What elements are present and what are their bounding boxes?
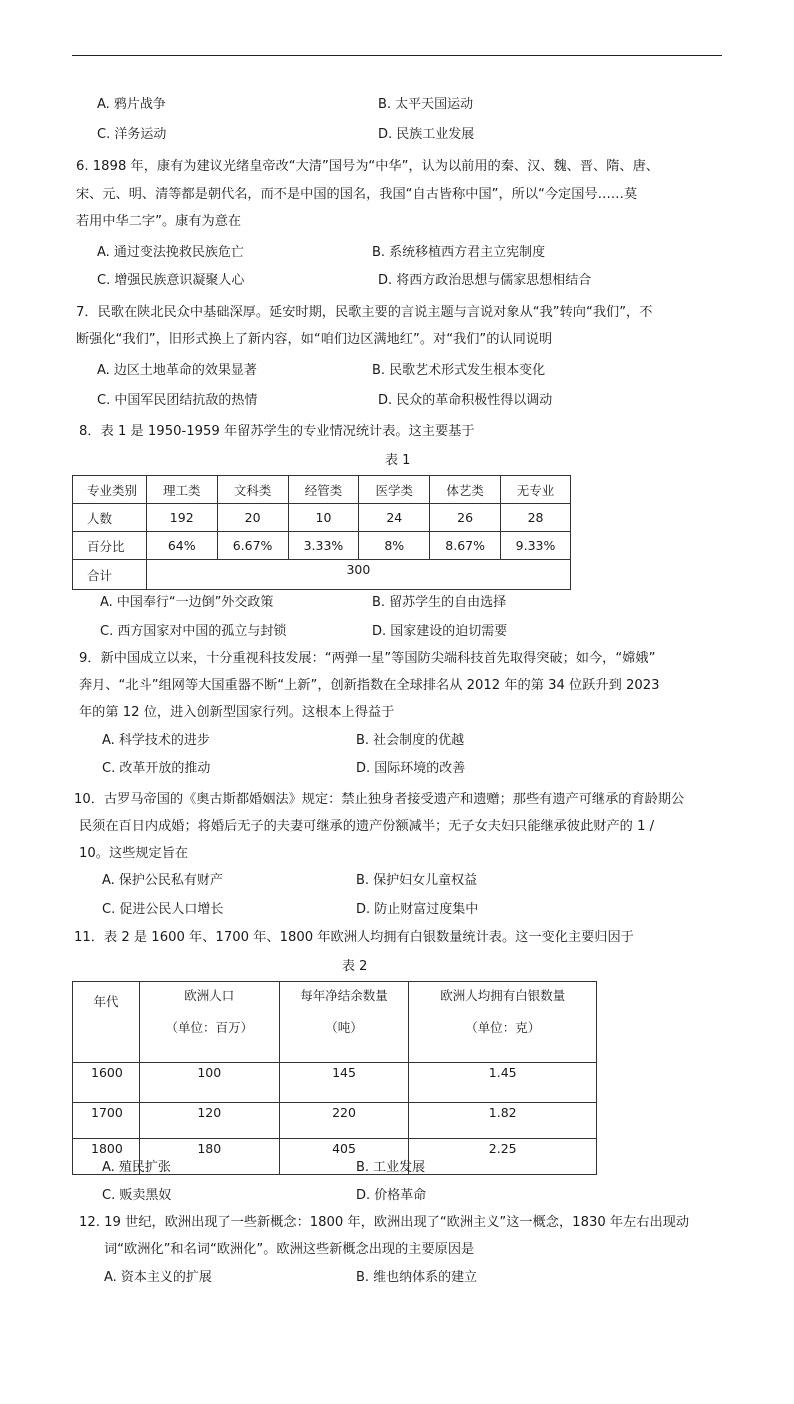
table1-cell: 26 (430, 504, 501, 532)
table2-header-population-label: 欧洲人口 (184, 988, 235, 1003)
table2-header-row (73, 982, 597, 1063)
q10-stem-line3: 10。这些规定旨在 (79, 846, 189, 861)
table1-cell: 文科类 (217, 476, 288, 504)
q8-option-b: B. 留苏学生的自由选择 (372, 595, 507, 610)
table1-cell: 3.33% (288, 532, 359, 560)
q10-stem-line2: 民须在百日内成婚；将婚后无子的夫妻可继承的遗产份额减半；无子女夫妇只能继承彼此财产的 1 / (79, 819, 655, 834)
table2-header-silver (279, 982, 409, 1063)
q10-stem-line1: 10．古罗马帝国的《奥古斯都婚姻法》规定：禁止独身者接受遗产和遗赠；那些有遗产可继承的育龄期公 (74, 792, 685, 807)
table1 (72, 475, 571, 590)
table2-header-population-unit: （单位：百万） (165, 1020, 254, 1035)
q9-option-d: D. 国际环境的改善 (356, 761, 466, 776)
table1-cell: 8.67% (430, 532, 501, 560)
table1-header-row (73, 476, 571, 504)
table1-cell: 64% (146, 532, 217, 560)
table1-cell: 百分比 (73, 532, 147, 560)
q11-option-a: A. 殖民扩张 (102, 1160, 171, 1175)
q12-option-a: A. 资本主义的扩展 (104, 1270, 212, 1285)
q6-option-b: B. 系统移植西方君主立宪制度 (372, 245, 546, 260)
table2-header-silver-label: 每年净结余数量 (300, 988, 388, 1003)
table2-header-year: 年代 (73, 982, 140, 1063)
q7-option-c: C. 中国军民团结抗敌的热情 (97, 393, 258, 408)
q9-stem-line1: 9．新中国成立以来，十分重视科技发展：“两弹一星”等国防尖端科技首先取得突破；如今，“嫦娥” (79, 651, 656, 666)
q11-stem: 11．表 2 是 1600 年、1700 年、1800 年欧洲人均拥有白银数量统计表。这一变化主要归因于 (74, 930, 634, 945)
table2-cell: 120 (139, 1103, 279, 1139)
table2 (72, 981, 597, 1175)
table1-cell: 10 (288, 504, 359, 532)
table1-percent-row (73, 532, 571, 560)
q10-option-d: D. 防止财富过度集中 (356, 902, 479, 917)
q7-option-a: A. 边区土地革命的效果显著 (97, 363, 257, 378)
table2-cell: 1.45 (409, 1063, 597, 1103)
header-rule (72, 55, 722, 56)
q11-option-d: D. 价格革命 (356, 1188, 427, 1203)
table2-cell: 100 (139, 1063, 279, 1103)
q9-option-a: A. 科学技术的进步 (102, 733, 210, 748)
table1-cell: 无专业 (501, 476, 571, 504)
q5-option-c: C. 洋务运动 (97, 127, 167, 142)
q8-stem: 8．表 1 是 1950-1959 年留苏学生的专业情况统计表。这主要基于 (79, 424, 475, 439)
q8-option-d: D. 国家建设的迫切需要 (372, 624, 508, 639)
q12-stem-line1: 12. 19 世纪，欧洲出现了一些新概念：1800 年，欧洲出现了“欧洲主义”这一概念，1830 年左右出现动 (79, 1215, 690, 1230)
table2-header-per-capita-label: 欧洲人均拥有白银数量 (440, 988, 566, 1003)
table1-cell: 人数 (73, 504, 147, 532)
q9-option-b: B. 社会制度的优越 (356, 733, 465, 748)
table2-cell: 1600 (73, 1063, 140, 1103)
q10-option-b: B. 保护妇女儿童权益 (356, 873, 478, 888)
q9-stem-line2: 奔月、“北斗”组网等大国重器不断“上新”，创新指数在全球排名从 2012 年的第 34 位跃升到 2023 (79, 678, 660, 693)
q5-option-b: B. 太平天国运动 (378, 97, 474, 112)
table1-total-label: 合计 (73, 560, 147, 590)
table2-header-per-capita (409, 982, 597, 1063)
table1-cell: 192 (146, 504, 217, 532)
table1-cell: 8% (359, 532, 430, 560)
table2-header-population (139, 982, 279, 1063)
q8-option-a: A. 中国奉行“一边倒”外交政策 (100, 595, 274, 610)
table2-cell: 220 (279, 1103, 409, 1139)
q7-option-b: B. 民歌艺术形式发生根本变化 (372, 363, 546, 378)
q6-stem-line2: 宋、元、明、清等都是朝代名，而不是中国的国名，我国“自古皆称中国”，所以“今定国号……莫 (76, 187, 638, 202)
table2-cell: 2.25 (409, 1139, 597, 1175)
q12-option-b: B. 维也纳体系的建立 (356, 1270, 478, 1285)
table1-cell: 20 (217, 504, 288, 532)
table1-cell: 28 (501, 504, 571, 532)
table1-total-value: 300 (146, 560, 570, 590)
q9-option-c: C. 改革开放的推动 (102, 761, 211, 776)
q6-option-a: A. 通过变法挽救民族危亡 (97, 245, 244, 260)
table2-cell: 180 (139, 1139, 279, 1175)
q10-option-c: C. 促进公民人口增长 (102, 902, 224, 917)
q6-stem-line3: 若用中华二字”。康有为意在 (76, 214, 242, 229)
q5-option-d: D. 民族工业发展 (378, 127, 475, 142)
table1-cell: 6.67% (217, 532, 288, 560)
table2-cell: 405 (279, 1139, 409, 1175)
q6-option-c: C. 增强民族意识凝聚人心 (97, 273, 245, 288)
q8-option-c: C. 西方国家对中国的孤立与封锁 (100, 624, 287, 639)
table2-cell: 1700 (73, 1103, 140, 1139)
q11-option-c: C. 贩卖黑奴 (102, 1188, 172, 1203)
table1-cell: 9.33% (501, 532, 571, 560)
q5-option-a: A. 鸦片战争 (97, 97, 166, 112)
table1-cell: 专业类别 (73, 476, 147, 504)
table2-row (73, 1063, 597, 1103)
q11-option-b: B. 工业发展 (356, 1160, 426, 1175)
table2-cell: 145 (279, 1063, 409, 1103)
table2-row (73, 1103, 597, 1139)
table1-cell: 体艺类 (430, 476, 501, 504)
table1-cell: 24 (359, 504, 430, 532)
table2-header-per-capita-unit: （单位：克） (465, 1020, 541, 1035)
table1-cell: 理工类 (146, 476, 217, 504)
q7-option-d: D. 民众的革命积极性得以调动 (378, 393, 553, 408)
table2-cell: 1.82 (409, 1103, 597, 1139)
table1-total-row (73, 560, 571, 590)
table1-cell: 经管类 (288, 476, 359, 504)
table2-cell: 1800 (73, 1139, 140, 1175)
table1-cell: 医学类 (359, 476, 430, 504)
q6-option-d: D. 将西方政治思想与儒家思想相结合 (378, 273, 592, 288)
table1-count-row (73, 504, 571, 532)
table2-caption: 表 2 (342, 959, 368, 974)
q6-stem-line1: 6. 1898 年，康有为建议光绪皇帝改“大清”国号为“中华”，认为以前用的秦、汉、魏、晋、隋、唐、 (76, 159, 659, 174)
q9-stem-line3: 年的第 12 位，进入创新型国家行列。这根本上得益于 (79, 705, 395, 720)
q10-option-a: A. 保护公民私有财产 (102, 873, 223, 888)
table1-caption: 表 1 (385, 453, 411, 468)
table2-header-silver-unit: （吨） (325, 1020, 363, 1035)
q7-stem-line2: 断强化“我们”，旧形式换上了新内容，如“咱们边区满地红”。对“我们”的认同说明 (76, 332, 553, 347)
q7-stem-line1: 7．民歌在陕北民众中基础深厚。延安时期，民歌主要的言说主题与言说对象从“我”转向“我们”，不 (76, 305, 653, 320)
q12-stem-line2: 词“欧洲化”和名词“欧洲化”。欧洲这些新概念出现的主要原因是 (104, 1242, 475, 1257)
